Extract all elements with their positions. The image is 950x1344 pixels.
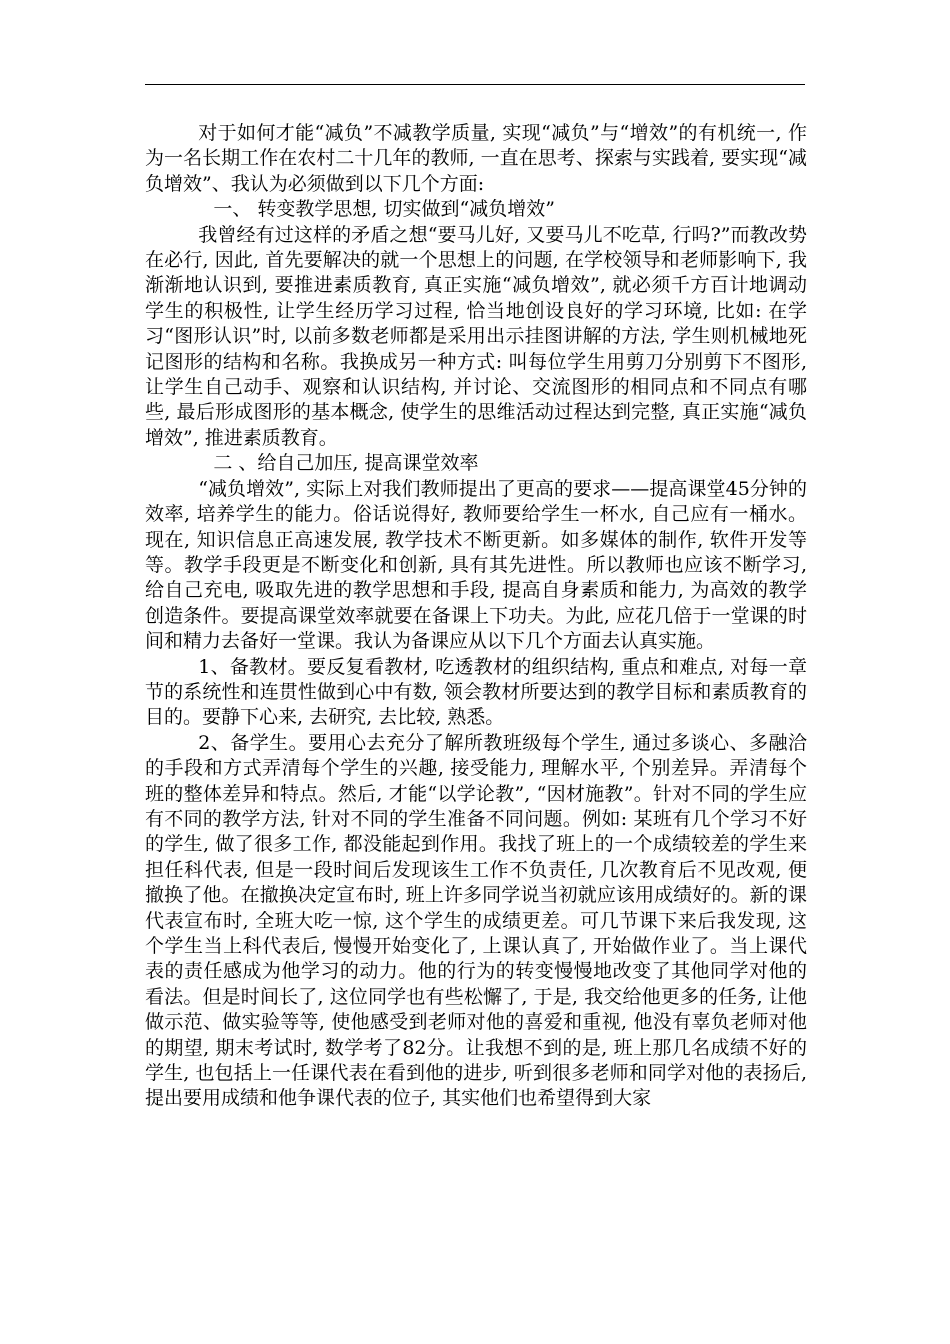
paragraph-section-2: “减负增效”, 实际上对我们教师提出了更高的要求——提高课堂45分钟的效率, 培养学生的能力。俗话说得好, 教师要给学生一杯水, 自己应有一桶水。现在, 知识信息正高速发展, 教学技术不断更新。如多媒体的制作, 软件开发等等。教学手段更是不断变化和创新, 具有其先进性。所以教师也应该不断学习, 给自己充电, 吸取先进的教学思想和手段, 提高自身素质和能力, 为高效的教学创造条件。要提高课堂效率就要在备课上下功夫。为此, 应花几倍于一堂课的时间和精力去备好一堂课。我认为备课应从以下几个方面去认真实施。 xyxy=(145,477,807,653)
paragraph-intro: 对于如何才能“减负”不减教学质量, 实现“减负”与“增效”的有机统一, 作为一名长期工作在农村二十几年的教师, 一直在思考、探索与实践着, 要实现“减负增效”、我认为必须做到以下几个方面: xyxy=(145,122,807,195)
paragraph-prepare-materials: 1、备教材。要反复看教材, 吃透教材的组织结构, 重点和难点, 对每一章节的系统性和连贯性做到心中有数, 领会教材所要达到的教学目标和素质教育的目的。要静下心来, 去研究, 去比较, 熟悉。 xyxy=(145,655,807,729)
section-heading-1: 一、 转变教学思想, 切实做到“减负增效” xyxy=(213,198,555,221)
document-body xyxy=(145,121,807,1112)
section-heading-2: 二 、给自己加压, 提高课堂效率 xyxy=(213,452,479,475)
paragraph-section-1: 我曾经有过这样的矛盾之想“要马儿好, 又要马儿不吃草, 行吗?”而教改势在必行, 因此, 首先要解决的就一个思想上的问题, 在学校领导和老师影响下, 我渐渐地认识到, 要推进素质教育, 真正实施“减负增效”, 就必须千方百计地调动学生的积极性, 让学生经历学习过程, 恰当地创设良好的学习环境, 比如: 在学习“图形认识”时, 以前多数老师都是采用出示挂图讲解的方法, 学生则机械地死记图形的结构和名称。我换成另一种方式: 叫每位学生用剪刀分别剪下不图形, 让学生自己动手、观察和认识结构, 并讨论、交流图形的相同点和不同点有哪些, 最后形成图形的基本概念, 使学生的思维活动过程达到完整, 真正实施“减负增效”, 推进素质教育。 xyxy=(145,223,807,449)
header-rule xyxy=(145,84,805,85)
paragraph-prepare-students: 2、备学生。要用心去充分了解所教班级每个学生, 通过多谈心、多融洽的手段和方式弄清每个学生的兴趣, 接受能力, 理解水平, 个别差异。弄清每个班的整体差异和特点。然后, 才能“以学论教”, “因材施教”。针对不同的学生应有不同的教学方法, 针对不同的学生准备不同问题。例如: 某班有几个学习不好的学生, 做了很多工作, 都没能起到作用。我找了班上的一个成绩较差的学生来担任科代表, 但是一段时间后发现该生工作不负责任, 几次教育后不见改观, 便撤换了他。在撤换决定宣布时, 班上许多同学说当初就应该用成绩好的。新的课代表宣布时, 全班大吃一惊, 这个学生的成绩更差。可几节课下来后我发现, 这个学生当上科代表后, 慢慢开始变化了, 上课认真了, 开始做作业了。当上课代表的责任感成为他学习的动力。他的行为的转变慢慢地改变了其他同学对他的看法。但是时间长了, 这位同学也有些松懈了, 于是, 我交给他更多的任务, 让他做示范、做实验等等, 使他感受到老师对他的喜爱和重视, 他没有辜负老师对他的期望, 期末考试时, 数学考了82分。让我想不到的是, 班上那几名成绩不好的学生, 也包括上一任课代表在看到他的进步, 听到很多老师和同学对他的表扬后, 提出要用成绩和他争课代表的位子, 其实他们也希望得到大家 xyxy=(145,731,807,1110)
